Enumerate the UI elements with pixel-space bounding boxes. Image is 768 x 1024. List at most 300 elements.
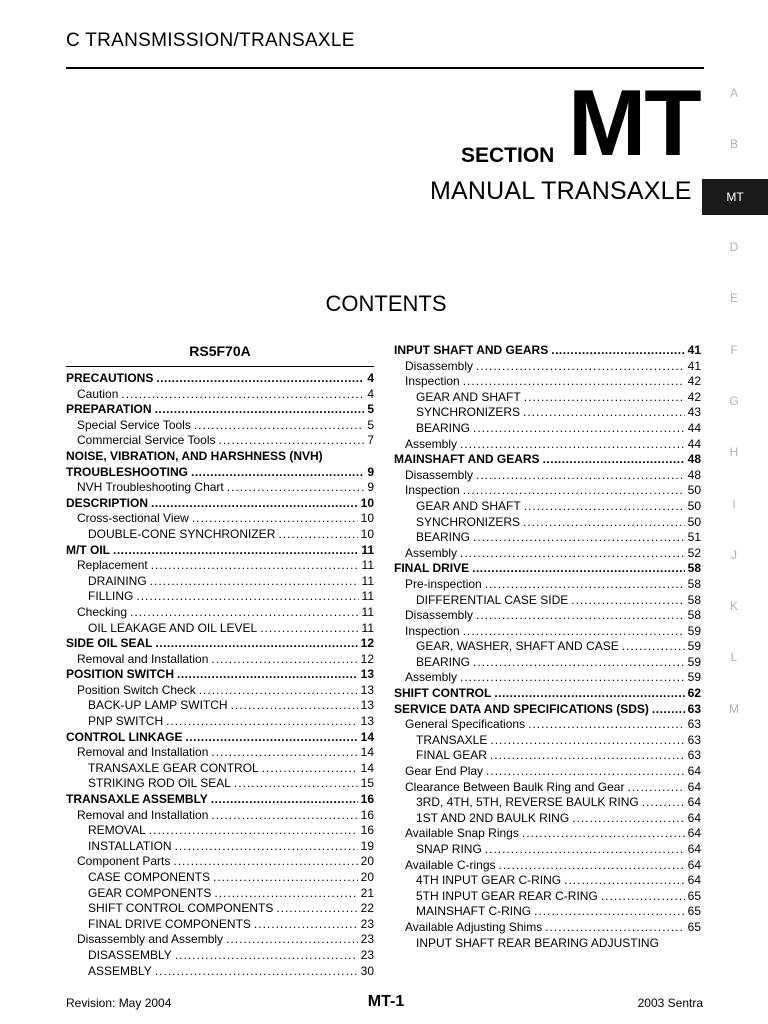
toc-entry[interactable] xyxy=(394,499,701,515)
toc-entry-page: 65 xyxy=(687,888,701,903)
toc-entry-title: DISASSEMBLY xyxy=(88,947,172,962)
toc-entry-page: 23 xyxy=(360,947,374,962)
toc-entry-title: Removal and Installation xyxy=(77,651,209,666)
toc-entry-page: 12 xyxy=(360,651,374,666)
toc-entry-page: 62 xyxy=(687,686,701,701)
toc-entry[interactable] xyxy=(66,636,374,652)
toc-entry[interactable] xyxy=(66,745,374,761)
toc-right-column xyxy=(394,343,701,951)
toc-entry-page: 21 xyxy=(360,885,374,900)
toc-entry[interactable] xyxy=(66,449,374,465)
header-title: C TRANSMISSION/TRANSAXLE xyxy=(66,30,355,51)
toc-entry-title: MAINSHAFT AND GEARS xyxy=(394,452,540,467)
toc-leader-dots xyxy=(155,964,358,980)
toc-leader-dots xyxy=(485,577,685,593)
toc-leader-dots xyxy=(191,465,364,481)
footer-revision: Revision: May 2004 xyxy=(66,996,172,1010)
toc-entry[interactable] xyxy=(394,483,701,499)
toc-entry-page: 20 xyxy=(360,870,374,884)
toc-entry[interactable] xyxy=(394,561,701,577)
toc-entry-title: CONTROL LINKAGE xyxy=(66,729,183,744)
toc-entry-page: 64 xyxy=(687,779,701,794)
toc-entry-page: 50 xyxy=(687,498,701,513)
toc-entry-page: 50 xyxy=(687,483,701,498)
toc-entry-title: NVH Troubleshooting Chart xyxy=(77,480,224,495)
toc-leader-dots xyxy=(499,858,685,874)
toc-entry-title: PNP SWITCH xyxy=(88,714,164,729)
toc-entry[interactable] xyxy=(394,359,701,375)
toc-entry[interactable] xyxy=(66,948,374,964)
toc-entry-title: INSTALLATION xyxy=(88,838,172,853)
toc-leader-dots xyxy=(476,608,685,624)
toc-leader-dots xyxy=(254,917,358,933)
toc-entry-title: Special Service Tools xyxy=(77,417,191,432)
toc-entry[interactable] xyxy=(394,421,701,437)
toc-leader-dots xyxy=(226,932,358,948)
toc-leader-dots xyxy=(463,374,685,390)
toc-entry[interactable] xyxy=(66,558,374,574)
toc-entry[interactable] xyxy=(394,795,701,811)
toc-entry[interactable] xyxy=(66,870,374,886)
toc-entry[interactable] xyxy=(394,593,701,609)
toc-leader-dots xyxy=(571,593,684,609)
toc-entry[interactable] xyxy=(66,839,374,855)
toc-entry[interactable] xyxy=(394,546,701,562)
toc-leader-dots xyxy=(194,418,364,434)
toc-entry-title: Disassembly and Assembly xyxy=(77,932,224,947)
toc-entry[interactable] xyxy=(394,655,701,671)
toc-entry-page: 16 xyxy=(360,792,374,807)
toc-entry-page: 11 xyxy=(361,604,374,619)
toc-entry-page: 42 xyxy=(687,389,701,404)
toc-entry[interactable] xyxy=(66,574,374,590)
toc-entry[interactable] xyxy=(394,873,701,889)
toc-entry[interactable] xyxy=(394,748,701,764)
toc-leader-dots xyxy=(211,808,357,824)
toc-entry[interactable] xyxy=(66,652,374,668)
toc-entry-title: DIFFERENTIAL CASE SIDE xyxy=(416,592,569,607)
side-index-tab[interactable]: D xyxy=(729,240,739,254)
toc-leader-dots xyxy=(276,901,357,917)
toc-entry-title: Disassembly xyxy=(405,358,474,373)
toc-entry[interactable] xyxy=(394,826,701,842)
toc-entry[interactable] xyxy=(394,624,701,640)
toc-entry[interactable] xyxy=(66,433,374,449)
toc-entry-page: 19 xyxy=(360,838,374,853)
toc-entry[interactable] xyxy=(394,936,701,952)
toc-entry-title: FINAL DRIVE COMPONENTS xyxy=(88,916,251,931)
toc-entry-title: BEARING xyxy=(416,530,471,545)
toc-entry-title: TRANSAXLE GEAR CONTROL xyxy=(88,760,259,775)
side-index-tab[interactable]: F xyxy=(730,343,738,357)
toc-leader-dots xyxy=(622,639,685,655)
toc-entry[interactable] xyxy=(394,889,701,905)
toc-entry[interactable] xyxy=(394,733,701,749)
toc-entry[interactable] xyxy=(66,480,374,496)
toc-entry-page: 4 xyxy=(367,371,374,385)
toc-entry-title: Checking xyxy=(77,604,128,619)
toc-entry-title: Component Parts xyxy=(77,854,171,869)
toc-entry[interactable] xyxy=(66,792,374,808)
toc-leader-dots xyxy=(463,483,685,499)
toc-entry-title: BEARING xyxy=(416,654,471,669)
toc-leader-dots xyxy=(192,511,358,527)
toc-entry-title: Assembly xyxy=(405,436,458,451)
toc-leader-dots xyxy=(278,527,357,543)
toc-leader-dots xyxy=(522,826,685,842)
toc-entry[interactable] xyxy=(66,667,374,683)
toc-entry-title: NOISE, VIBRATION, AND HARSHNESS (NVH) xyxy=(66,448,323,463)
toc-entry-title: OIL LEAKAGE AND OIL LEVEL xyxy=(88,620,258,635)
left-subheading-rule xyxy=(66,366,374,367)
toc-entry[interactable] xyxy=(394,858,701,874)
toc-entry-title: Available Snap Rings xyxy=(405,826,519,841)
toc-entry-page: 11 xyxy=(361,558,374,573)
toc-entry[interactable] xyxy=(394,530,701,546)
toc-entry-page: 64 xyxy=(687,873,701,888)
toc-entry[interactable] xyxy=(66,683,374,699)
toc-entry-title: Clearance Between Baulk Ring and Gear xyxy=(405,779,625,794)
toc-entry-title: SHIFT CONTROL COMPONENTS xyxy=(88,901,274,916)
side-index-tab[interactable]: I xyxy=(732,497,736,511)
toc-entry-page: 48 xyxy=(687,452,701,467)
toc-entry-page: 10 xyxy=(360,511,374,526)
toc-entry[interactable] xyxy=(66,527,374,543)
toc-entry-page: 64 xyxy=(687,857,701,872)
toc-entry[interactable] xyxy=(394,811,701,827)
toc-entry-page: 50 xyxy=(687,514,701,529)
footer-model: 2003 Sentra xyxy=(637,996,703,1010)
toc-entry[interactable] xyxy=(66,371,374,387)
toc-entry[interactable] xyxy=(66,854,374,870)
toc-entry-page: 13 xyxy=(360,682,374,697)
toc-leader-dots xyxy=(260,621,358,637)
toc-entry-page: 12 xyxy=(360,636,374,651)
toc-entry-page: 59 xyxy=(687,670,701,685)
toc-entry[interactable] xyxy=(394,343,701,359)
toc-leader-dots xyxy=(211,792,358,808)
toc-entry-page: 14 xyxy=(360,745,374,760)
toc-entry-title: Inspection xyxy=(405,623,460,638)
toc-entry[interactable] xyxy=(394,717,701,733)
toc-entry-page: 11 xyxy=(361,573,374,588)
toc-leader-dots xyxy=(173,854,357,870)
toc-left-column xyxy=(66,371,374,979)
toc-entry[interactable] xyxy=(66,886,374,902)
toc-entry[interactable] xyxy=(394,764,701,780)
toc-entry-title: Pre-inspection xyxy=(405,576,482,591)
toc-entry[interactable] xyxy=(66,917,374,933)
toc-entry-page: 10 xyxy=(360,495,374,510)
toc-entry[interactable] xyxy=(394,670,701,686)
side-index-tab[interactable]: J xyxy=(731,548,737,562)
toc-entry-title: PREPARATION xyxy=(66,402,152,417)
toc-entry-page: 11 xyxy=(361,542,374,557)
toc-entry[interactable] xyxy=(66,496,374,512)
toc-entry-title: Cross-sectional View xyxy=(77,511,189,526)
toc-entry-title: Disassembly xyxy=(405,467,474,482)
toc-entry[interactable] xyxy=(394,780,701,796)
toc-entry[interactable] xyxy=(394,920,701,936)
toc-leader-dots xyxy=(528,717,685,733)
toc-entry-title: CASE COMPONENTS xyxy=(88,870,211,884)
toc-entry-title: DESCRIPTION xyxy=(66,495,149,510)
toc-leader-dots xyxy=(652,702,685,718)
side-index-tab[interactable]: G xyxy=(729,394,739,408)
toc-entry-title: Position Switch Check xyxy=(77,682,196,697)
toc-leader-dots xyxy=(227,480,365,496)
toc-leader-dots xyxy=(485,842,685,858)
toc-leader-dots xyxy=(136,589,358,605)
toc-leader-dots xyxy=(213,870,358,886)
toc-leader-dots xyxy=(564,873,685,889)
toc-entry-page: 16 xyxy=(360,807,374,822)
toc-leader-dots xyxy=(234,776,358,792)
toc-entry-title: Commercial Service Tools xyxy=(77,433,216,448)
toc-entry[interactable] xyxy=(66,621,374,637)
side-index-tab[interactable]: L xyxy=(730,650,738,664)
toc-entry-title: M/T OIL xyxy=(66,542,110,557)
toc-entry[interactable] xyxy=(394,639,701,655)
toc-entry-page: 20 xyxy=(360,854,374,869)
toc-entry-title: GEAR COMPONENTS xyxy=(88,885,212,900)
toc-leader-dots xyxy=(476,468,685,484)
toc-entry-title: Caution xyxy=(77,386,119,401)
toc-entry-page: 58 xyxy=(687,561,701,576)
toc-entry-title: INPUT SHAFT AND GEARS xyxy=(394,343,549,357)
toc-entry-page: 13 xyxy=(360,698,374,713)
section-code: MT xyxy=(568,70,700,175)
toc-leader-dots xyxy=(551,343,684,359)
toc-entry[interactable] xyxy=(394,468,701,484)
toc-entry[interactable] xyxy=(66,901,374,917)
toc-entry[interactable] xyxy=(66,418,374,434)
toc-entry[interactable] xyxy=(66,964,374,980)
toc-entry-title: FILLING xyxy=(88,589,134,604)
toc-entry-page: 44 xyxy=(687,436,701,451)
toc-leader-dots xyxy=(175,948,358,964)
toc-entry-title: Inspection xyxy=(405,374,460,389)
toc-entry-page: 51 xyxy=(687,530,701,545)
toc-entry-title: GEAR, WASHER, SHAFT AND CASE xyxy=(416,639,619,654)
toc-entry-page: 16 xyxy=(360,823,374,838)
toc-entry[interactable] xyxy=(394,374,701,390)
toc-entry-page: 58 xyxy=(687,608,701,623)
toc-entry-page: 4 xyxy=(367,386,374,401)
toc-leader-dots xyxy=(211,745,357,761)
toc-entry[interactable] xyxy=(394,686,701,702)
side-index-tab[interactable]: E xyxy=(729,291,738,305)
toc-entry-title: STRIKING ROD OIL SEAL xyxy=(88,776,231,791)
toc-entry-title: MAINSHAFT C-RING xyxy=(416,904,532,919)
toc-entry[interactable] xyxy=(66,511,374,527)
toc-entry-title: GEAR AND SHAFT xyxy=(416,389,521,404)
toc-entry[interactable] xyxy=(66,605,374,621)
toc-entry-title: 3RD, 4TH, 5TH, REVERSE BAULK RING xyxy=(416,795,639,810)
toc-leader-dots xyxy=(231,698,358,714)
toc-entry-page: 9 xyxy=(367,464,374,479)
toc-entry-page: 14 xyxy=(360,760,374,775)
toc-leader-dots xyxy=(199,683,358,699)
toc-entry-page: 5 xyxy=(367,417,374,432)
toc-entry-title: INPUT SHAFT REAR BEARING ADJUSTING xyxy=(416,935,659,950)
toc-entry-title: Inspection xyxy=(405,483,460,498)
toc-leader-dots xyxy=(214,886,357,902)
toc-leader-dots xyxy=(473,421,685,437)
toc-leader-dots xyxy=(155,402,365,418)
toc-entry-page: 44 xyxy=(687,420,701,435)
toc-entry-title: SYNCHRONIZERS xyxy=(416,514,521,529)
toc-entry-page: 64 xyxy=(687,826,701,841)
toc-entry-title: SNAP RING xyxy=(416,842,482,856)
toc-entry[interactable] xyxy=(394,842,701,858)
toc-leader-dots xyxy=(121,387,364,403)
toc-leader-dots xyxy=(113,543,358,559)
toc-entry-title: 1ST AND 2ND BAULK RING xyxy=(416,810,570,825)
toc-entry-page: 63 xyxy=(687,701,701,716)
side-index-tab[interactable]: H xyxy=(729,445,739,459)
toc-entry[interactable] xyxy=(66,823,374,839)
toc-leader-dots xyxy=(486,764,685,780)
toc-entry-page: 43 xyxy=(687,405,701,420)
toc-entry-page: 58 xyxy=(687,576,701,591)
toc-entry-title: Removal and Installation xyxy=(77,807,209,822)
toc-entry-title: FINAL DRIVE xyxy=(394,561,470,576)
toc-entry-page: 64 xyxy=(687,764,701,779)
toc-entry-page: 41 xyxy=(687,343,701,357)
toc-entry[interactable] xyxy=(66,776,374,792)
toc-entry-title: TRANSAXLE ASSEMBLY xyxy=(66,792,208,807)
side-index-tab-active[interactable]: MT xyxy=(702,179,768,215)
toc-leader-dots xyxy=(476,359,685,375)
contents-heading: CONTENTS xyxy=(325,291,447,316)
toc-entry[interactable] xyxy=(66,932,374,948)
toc-entry-title: Replacement xyxy=(77,558,148,573)
toc-entry-title: Removal and Installation xyxy=(77,745,209,760)
toc-leader-dots xyxy=(150,574,359,590)
toc-entry-page: 63 xyxy=(687,717,701,732)
toc-entry[interactable] xyxy=(66,698,374,714)
toc-entry[interactable] xyxy=(394,452,701,468)
toc-entry-title: BACK-UP LAMP SWITCH xyxy=(88,698,228,713)
side-index-tab[interactable]: M xyxy=(729,702,739,716)
toc-leader-dots xyxy=(601,889,685,905)
toc-entry-page: 41 xyxy=(687,358,701,373)
toc-entry-title: SYNCHRONIZERS xyxy=(416,405,521,420)
toc-entry[interactable] xyxy=(66,761,374,777)
toc-entry-page: 5 xyxy=(367,402,374,417)
toc-entry[interactable] xyxy=(66,730,374,746)
toc-entry-page: 64 xyxy=(687,842,701,856)
section-name: MANUAL TRANSAXLE xyxy=(430,177,692,205)
toc-leader-dots xyxy=(211,652,357,668)
toc-entry-title: BEARING xyxy=(416,420,471,435)
toc-entry-title: FINAL GEAR xyxy=(416,748,487,763)
toc-leader-dots xyxy=(460,546,685,562)
toc-leader-dots xyxy=(166,714,358,730)
toc-entry-title: Assembly xyxy=(405,670,458,685)
toc-entry-page: 59 xyxy=(687,623,701,638)
toc-leader-dots xyxy=(175,839,358,855)
footer-page-number: MT-1 xyxy=(367,993,405,1010)
toc-entry[interactable] xyxy=(66,714,374,730)
toc-entry[interactable] xyxy=(66,589,374,605)
toc-leader-dots xyxy=(490,733,684,749)
toc-entry[interactable] xyxy=(394,405,701,421)
section-word: SECTION xyxy=(461,144,555,167)
toc-entry[interactable] xyxy=(66,808,374,824)
toc-leader-dots xyxy=(523,405,685,421)
toc-entry-page: 23 xyxy=(360,932,374,947)
toc-entry-page: 15 xyxy=(360,776,374,791)
toc-entry[interactable] xyxy=(394,577,701,593)
toc-entry-page: 23 xyxy=(360,916,374,931)
toc-entry-title: Disassembly xyxy=(405,608,474,623)
toc-entry[interactable] xyxy=(66,465,374,481)
toc-entry[interactable] xyxy=(66,387,374,403)
toc-entry-title: PRECAUTIONS xyxy=(66,371,154,385)
side-index-tab[interactable]: K xyxy=(729,599,738,613)
toc-entry-page: 64 xyxy=(687,795,701,810)
toc-leader-dots xyxy=(473,655,685,671)
toc-leader-dots xyxy=(185,730,357,746)
toc-entry-page: 65 xyxy=(687,919,701,934)
toc-entry-page: 7 xyxy=(367,433,374,448)
toc-leader-dots xyxy=(472,561,685,577)
toc-entry[interactable] xyxy=(66,402,374,418)
toc-entry-page: 63 xyxy=(687,732,701,747)
toc-entry[interactable] xyxy=(66,543,374,559)
toc-entry[interactable] xyxy=(394,904,701,920)
toc-entry-title: Gear End Play xyxy=(405,764,484,779)
toc-entry-page: 30 xyxy=(360,963,374,978)
toc-entry-page: 13 xyxy=(360,714,374,729)
toc-leader-dots xyxy=(494,686,684,702)
side-index-tab[interactable]: B xyxy=(729,137,738,151)
side-index-tab[interactable]: A xyxy=(729,86,738,100)
toc-leader-dots xyxy=(524,390,685,406)
toc-leader-dots xyxy=(149,823,358,839)
left-subheading: RS5F70A xyxy=(189,343,251,359)
toc-entry-page: 52 xyxy=(687,545,701,560)
toc-leader-dots xyxy=(572,811,684,827)
toc-entry[interactable] xyxy=(394,390,701,406)
toc-leader-dots xyxy=(642,795,685,811)
toc-entry[interactable] xyxy=(394,515,701,531)
toc-leader-dots xyxy=(460,670,685,686)
toc-entry-page: 10 xyxy=(360,526,374,541)
toc-leader-dots xyxy=(219,433,365,449)
toc-entry-page: 48 xyxy=(687,467,701,482)
toc-leader-dots xyxy=(155,636,357,652)
toc-entry[interactable] xyxy=(394,702,701,718)
toc-entry-title: 4TH INPUT GEAR C-RING xyxy=(416,873,562,888)
toc-entry-title: SIDE OIL SEAL xyxy=(66,636,153,651)
toc-entry-page: 63 xyxy=(687,748,701,763)
toc-leader-dots xyxy=(177,667,358,683)
toc-entry-page: 14 xyxy=(360,729,374,744)
toc-entry-page: 65 xyxy=(687,904,701,919)
toc-entry-title: Available Adjusting Shims xyxy=(405,919,543,934)
toc-leader-dots xyxy=(473,530,685,546)
toc-leader-dots xyxy=(156,371,364,387)
toc-leader-dots xyxy=(627,780,684,796)
toc-leader-dots xyxy=(543,452,685,468)
toc-entry-title: DRAINING xyxy=(88,573,147,588)
toc-entry-title: Available C-rings xyxy=(405,857,496,872)
toc-entry[interactable] xyxy=(394,437,701,453)
toc-entry[interactable] xyxy=(394,608,701,624)
